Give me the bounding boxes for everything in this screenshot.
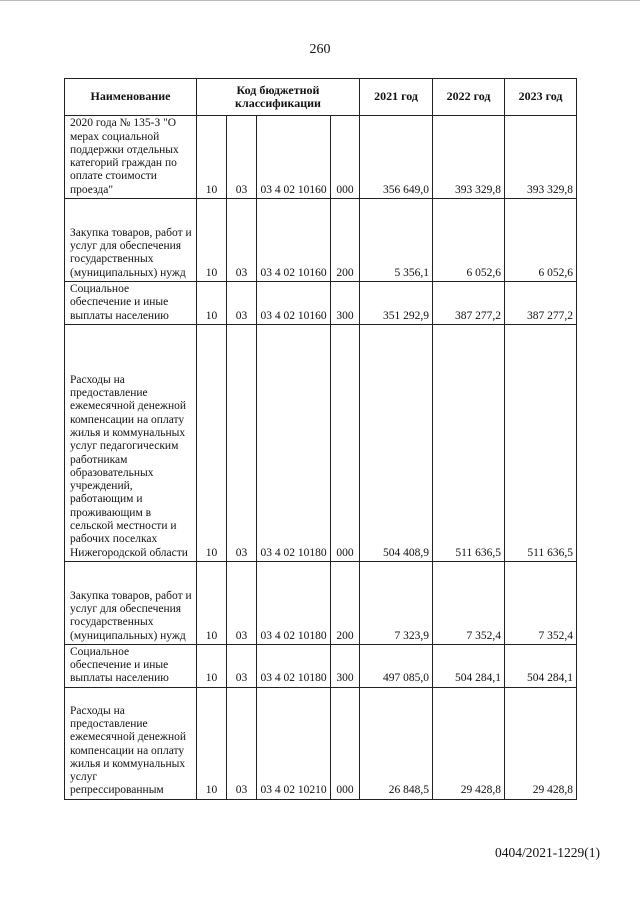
row-value-2023: 504 284,1 xyxy=(505,644,577,687)
table-row xyxy=(65,199,577,282)
row-target-article: 03 4 02 10180 xyxy=(257,324,331,561)
row-target-article: 03 4 02 10160 xyxy=(257,116,331,199)
row-target-article: 03 4 02 10160 xyxy=(257,199,331,282)
row-value-2022: 511 636,5 xyxy=(433,324,505,561)
top-rule xyxy=(0,0,640,1)
row-value-2021: 26 848,5 xyxy=(360,687,433,799)
header-2023: 2023 год xyxy=(505,79,577,116)
row-subsection: 03 xyxy=(227,561,257,644)
row-section: 10 xyxy=(197,561,227,644)
row-expense-type: 000 xyxy=(331,324,360,561)
row-expense-type: 200 xyxy=(331,199,360,282)
row-section: 10 xyxy=(197,687,227,799)
row-section: 10 xyxy=(197,324,227,561)
row-value-2023: 7 352,4 xyxy=(505,561,577,644)
row-target-article: 03 4 02 10210 xyxy=(257,687,331,799)
row-subsection: 03 xyxy=(227,116,257,199)
row-section: 10 xyxy=(197,199,227,282)
row-expense-type: 300 xyxy=(331,282,360,325)
table-row xyxy=(65,282,577,325)
row-section: 10 xyxy=(197,282,227,325)
row-expense-type: 000 xyxy=(331,116,360,199)
row-value-2021: 497 085,0 xyxy=(360,644,433,687)
row-subsection: 03 xyxy=(227,324,257,561)
header-name: Наименование xyxy=(65,79,197,116)
row-expense-type: 200 xyxy=(331,561,360,644)
row-section: 10 xyxy=(197,644,227,687)
row-target-article: 03 4 02 10180 xyxy=(257,644,331,687)
row-value-2023: 511 636,5 xyxy=(505,324,577,561)
header-code: Код бюджетной классификации xyxy=(197,79,360,116)
row-expense-type: 000 xyxy=(331,687,360,799)
row-name: 2020 года № 135-З "О мерах социальной поддержки отдельных категорий граждан по оплате стоимости проезда" xyxy=(65,116,197,199)
row-name: Расходы на предоставление ежемесячной денежной компенсации на оплату жилья и коммунальных услуг репрессированным xyxy=(65,687,197,799)
document-code: 0404/2021-1229(1) xyxy=(495,845,600,860)
row-name: Социальное обеспечение и иные выплаты населению xyxy=(65,644,197,687)
row-subsection: 03 xyxy=(227,199,257,282)
table-row xyxy=(65,324,577,561)
row-value-2022: 6 052,6 xyxy=(433,199,505,282)
row-subsection: 03 xyxy=(227,282,257,325)
table-row xyxy=(65,561,577,644)
row-subsection: 03 xyxy=(227,687,257,799)
row-name: Расходы на предоставление ежемесячной денежной компенсации на оплату жилья и коммунальных услуг педагогическим работникам образовательных учреждений, работающим и проживающим в сельской местности и рабочих поселках Нижегородской области xyxy=(65,324,197,561)
row-expense-type: 300 xyxy=(331,644,360,687)
row-name: Закупка товаров, работ и услуг для обеспечения государственных (муниципальных) нужд xyxy=(65,561,197,644)
budget-table xyxy=(64,78,577,800)
row-value-2022: 7 352,4 xyxy=(433,561,505,644)
row-value-2022: 504 284,1 xyxy=(433,644,505,687)
row-value-2023: 29 428,8 xyxy=(505,687,577,799)
row-value-2023: 387 277,2 xyxy=(505,282,577,325)
row-value-2022: 393 329,8 xyxy=(433,116,505,199)
row-value-2021: 7 323,9 xyxy=(360,561,433,644)
row-value-2021: 356 649,0 xyxy=(360,116,433,199)
table-row xyxy=(65,644,577,687)
row-value-2023: 393 329,8 xyxy=(505,116,577,199)
row-value-2022: 29 428,8 xyxy=(433,687,505,799)
row-section: 10 xyxy=(197,116,227,199)
header-2021: 2021 год xyxy=(360,79,433,116)
row-name: Закупка товаров, работ и услуг для обеспечения государственных (муниципальных) нужд xyxy=(65,199,197,282)
table-header-row xyxy=(65,79,577,116)
row-value-2021: 351 292,9 xyxy=(360,282,433,325)
row-subsection: 03 xyxy=(227,644,257,687)
row-value-2023: 6 052,6 xyxy=(505,199,577,282)
row-value-2021: 5 356,1 xyxy=(360,199,433,282)
row-value-2021: 504 408,9 xyxy=(360,324,433,561)
row-name: Социальное обеспечение и иные выплаты населению xyxy=(65,282,197,325)
header-2022: 2022 год xyxy=(433,79,505,116)
page-number: 260 xyxy=(309,42,331,57)
row-value-2022: 387 277,2 xyxy=(433,282,505,325)
row-target-article: 03 4 02 10180 xyxy=(257,561,331,644)
row-target-article: 03 4 02 10160 xyxy=(257,282,331,325)
table-row xyxy=(65,116,577,199)
table-row xyxy=(65,687,577,799)
